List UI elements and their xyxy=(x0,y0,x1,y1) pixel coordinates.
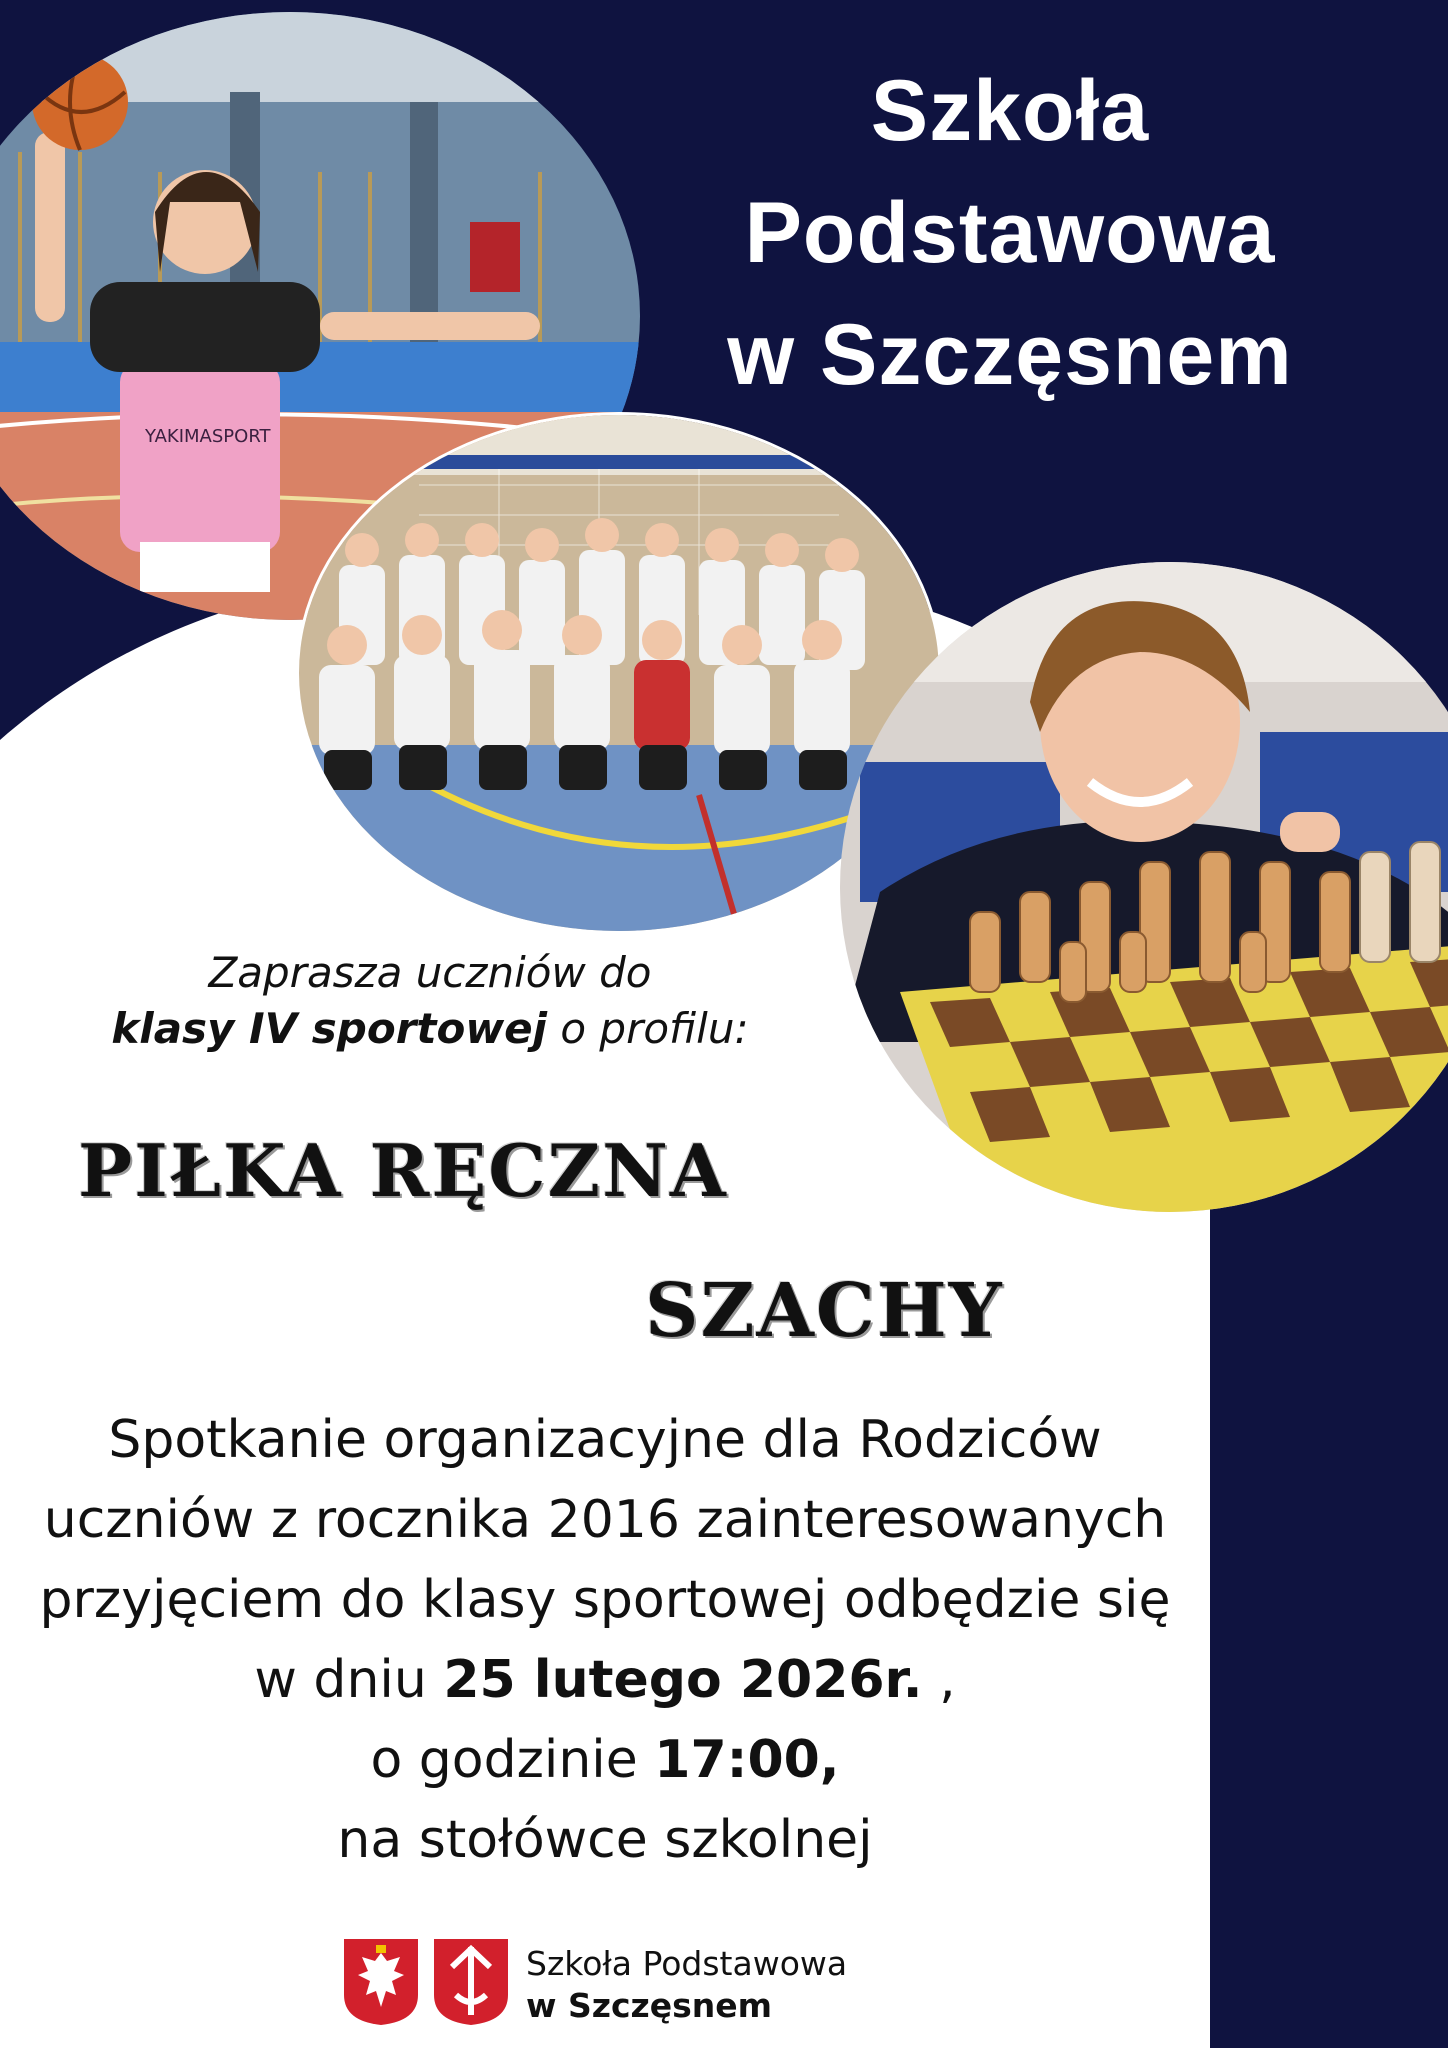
profile-chess: SZACHY xyxy=(645,1268,1004,1354)
meeting-line-3: przyjęciem do klasy sportowej odbędzie się xyxy=(39,1570,1171,1630)
title-line-2: Podstawowa xyxy=(744,185,1276,281)
meeting-time xyxy=(0,1720,1210,1800)
meeting-line-2: uczniów z rocznika 2016 zainteresowanych xyxy=(43,1490,1167,1550)
date-prefix: w dniu xyxy=(254,1650,444,1710)
footer-school-name xyxy=(526,1943,847,2027)
invitation-line-2 xyxy=(60,1001,800,1057)
school-title xyxy=(640,50,1380,416)
time-value: 17:00, xyxy=(654,1730,840,1790)
time-prefix: o godzinie xyxy=(370,1730,655,1790)
title-line-3: w Szczęsnem xyxy=(727,307,1293,403)
polish-eagle-emblem-icon xyxy=(342,1937,420,2027)
invitation-text xyxy=(60,945,800,1057)
footer-line-2: w Szczęsnem xyxy=(526,1986,773,2025)
meeting-date xyxy=(0,1640,1210,1720)
profile-handball: PIŁKA RĘCZNA xyxy=(78,1128,728,1213)
date-suffix: , xyxy=(922,1650,956,1710)
class-name: klasy IV sportowej xyxy=(111,1004,548,1053)
title-line-1: Szkoła xyxy=(870,63,1150,159)
meeting-line-1: Spotkanie organizacyjne dla Rodziców xyxy=(108,1410,1102,1470)
vest-logo-text: YAKIMASPORT xyxy=(145,426,271,447)
footer-logos xyxy=(342,1937,510,2027)
town-crest-icon xyxy=(432,1937,510,2027)
date-value: 25 lutego 2026r. xyxy=(443,1650,923,1710)
meeting-place: na stołówce szkolnej xyxy=(337,1810,873,1870)
meeting-info xyxy=(0,1400,1210,1880)
profile-label: o profilu: xyxy=(547,1004,749,1053)
footer-line-1: Szkoła Podstawowa xyxy=(526,1944,848,1983)
invitation-line-1: Zaprasza uczniów do xyxy=(208,948,652,997)
